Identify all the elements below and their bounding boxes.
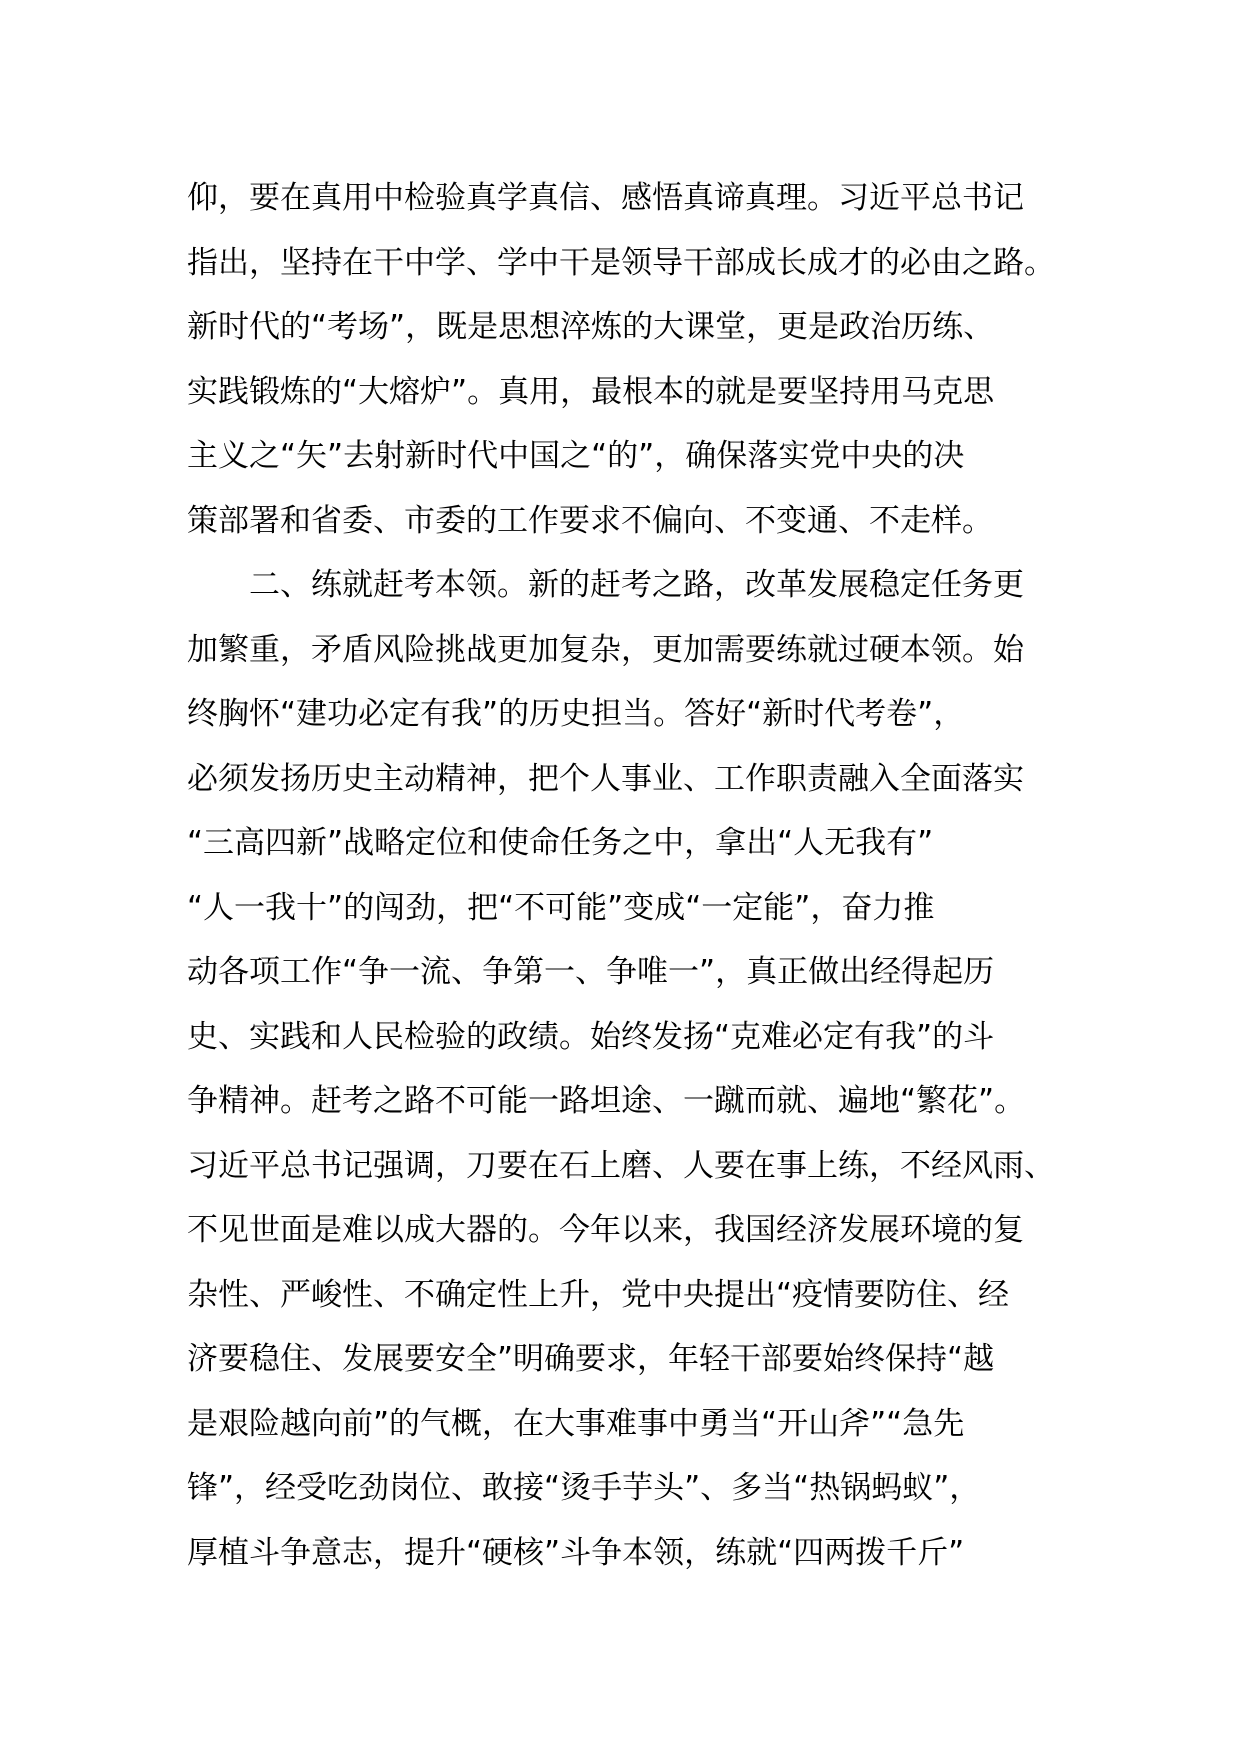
- text-line-4: 实践锻炼的“大熔炉”。真用，最根本的就是要坚持用马克思: [187, 373, 995, 410]
- text-line-10: 必须发扬历史主动精神，把个人事业、工作职责融入全面落实: [187, 760, 1024, 797]
- text-line-19: 济要稳住、发展要安全”明确要求，年轻干部要始终保持“越: [187, 1341, 995, 1377]
- text-line-6: 策部署和省委、市委的工作要求不偏向、不变通、不走样。: [187, 502, 993, 539]
- text-line-16: 习近平总书记强调，刀要在石上磨、人要在事上练，不经风雨、: [187, 1147, 1055, 1184]
- text-line-13: 动各项工作“争一流、争第一、争唯一”，真正做出经得起历: [187, 954, 995, 990]
- body-text: [187, 166, 1087, 1585]
- text-line-8: 加繁重，矛盾风险挑战更加复杂，更加需要练就过硬本领。始: [187, 631, 1024, 668]
- text-line-12: “人一我十”的闯劲，把“不可能”变成“一定能”，奋力推: [187, 889, 935, 926]
- text-line-11: “三高四新”战略定位和使命任务之中，拿出“人无我有”: [187, 825, 934, 861]
- text-line-15: 争精神。赶考之路不可能一路坦途、一蹴而就、遍地“繁花”。: [187, 1083, 1026, 1119]
- text-line-7: 二、练就赶考本领。新的赶考之路，改革发展稳定任务更: [187, 567, 1024, 603]
- text-line-9: 终胸怀“建功必定有我”的历史担当。答好“新时代考卷”，: [187, 696, 965, 732]
- text-line-18: 杂性、严峻性、不确定性上升，党中央提出“疫情要防住、经: [187, 1276, 1010, 1313]
- text-line-2: 指出，坚持在干中学、学中干是领导干部成长成才的必由之路。: [187, 244, 1055, 281]
- text-line-14: 史、实践和人民检验的政绩。始终发扬“克难必定有我”的斗: [187, 1018, 995, 1055]
- text-line-17: 不见世面是难以成大器的。今年以来，我国经济发展环境的复: [187, 1212, 1024, 1248]
- text-line-21: 锋”，经受吃劲岗位、敢接“烫手芋头”、多当“热锅蚂蚁”，: [187, 1470, 981, 1506]
- text-line-5: 主义之“矢”去射新时代中国之“的”，确保落实党中央的决: [187, 438, 965, 474]
- text-line-3: 新时代的“考场”，既是思想淬炼的大课堂，更是政治历练、: [187, 309, 995, 345]
- text-line-20: 是艰险越向前”的气概，在大事难事中勇当“开山斧”“急先: [187, 1405, 965, 1442]
- text-line-22: 厚植斗争意志，提升“硬核”斗争本领，练就“四两拨千斤”: [187, 1534, 965, 1571]
- text-line-1: 仰，要在真用中检验真学真信、感悟真谛真理。习近平总书记: [187, 180, 1024, 216]
